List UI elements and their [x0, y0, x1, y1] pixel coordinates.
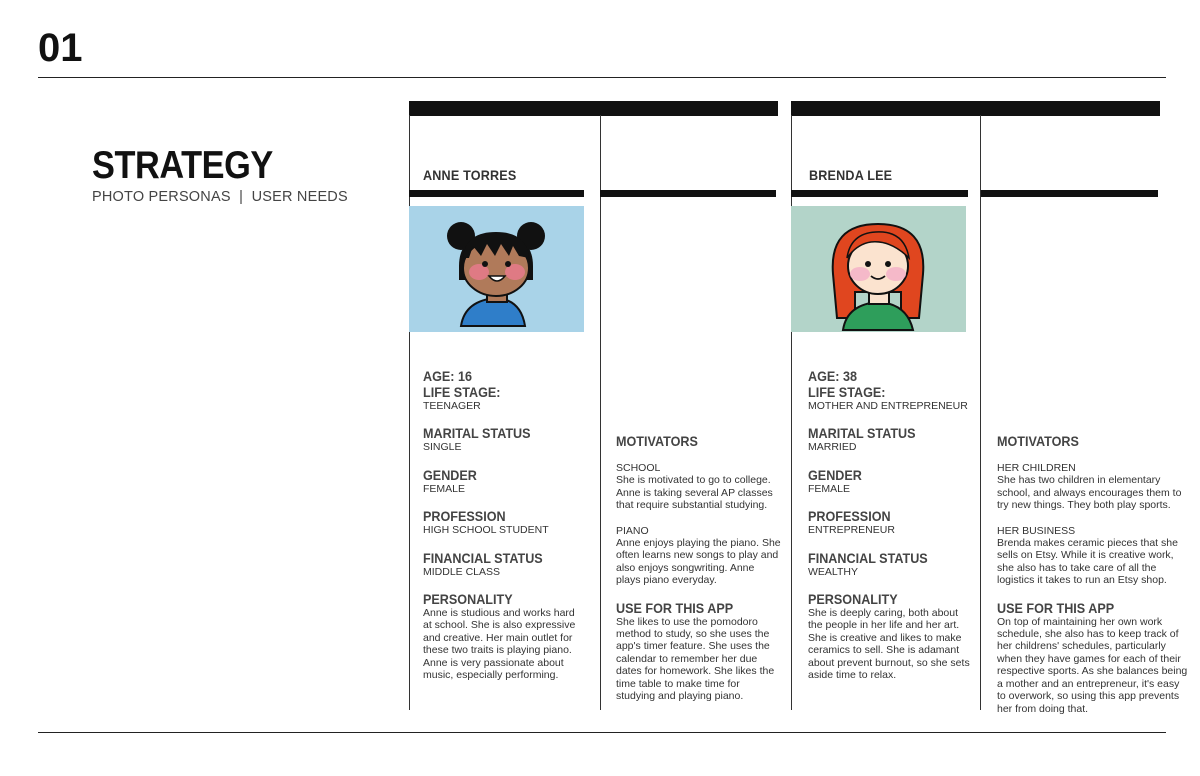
marital-status-value: SINGLE	[423, 441, 462, 454]
motivator-title: HER CHILDREN	[997, 462, 1076, 474]
financial-status-label: FINANCIAL STATUS	[808, 549, 928, 566]
personality-text: Anne is studious and works hard at school. She is also expressive and creative. Her main outlet for these two traits is playing piano. Anne is very passionate about music, especially performing.	[423, 607, 576, 682]
motivators-label: MOTIVATORS	[616, 433, 698, 449]
use-for-app-label: USE FOR THIS APP	[997, 599, 1115, 616]
profession-value: HIGH SCHOOL STUDENT	[423, 524, 549, 537]
persona-details	[808, 368, 978, 681]
name-underline-bar	[409, 190, 584, 197]
use-for-app-text: On top of maintaining her own work schedule, she also has to keep track of her childrens' schedules, particularly when they have games for each of their respective sports. As she balances being a mother and an entrepreneur, it's easy to overwork, so using this app prevents her from doing that.	[997, 615, 1188, 715]
marital-status-label: MARITAL STATUS	[423, 425, 531, 442]
page-subtitle: PHOTO PERSONAS | USER NEEDS	[92, 189, 348, 205]
persona-name: BRENDA LEE	[809, 167, 893, 183]
gender-label: GENDER	[423, 466, 477, 483]
marital-status-label: MARITAL STATUS	[808, 425, 916, 442]
anne-avatar-illustration	[409, 206, 584, 332]
motivator-title: SCHOOL	[616, 462, 661, 474]
persona-motivators	[997, 433, 1191, 715]
gender-label: GENDER	[808, 466, 862, 483]
gender-value: FEMALE	[423, 482, 466, 495]
motivator-text: She has two children in elementary school, and always encourages them to try new things. They both play sports.	[997, 474, 1182, 512]
motivator-text: She is motivated to go to college. Anne is taking several AP classes that require substantial studying.	[616, 474, 773, 512]
persona-motivators	[616, 433, 781, 703]
name-underline-bar	[791, 190, 968, 197]
persona-avatar	[409, 206, 584, 332]
life-stage-value: MOTHER AND ENTREPRENEUR	[808, 400, 968, 412]
page-title: STRATEGY	[92, 144, 273, 187]
profession-label: PROFESSION	[808, 508, 891, 525]
life-stage-label: LIFE STAGE:	[423, 384, 501, 400]
motivator-text: Brenda makes ceramic pieces that she sells on Etsy. While it is creative work, she also has to take care of all the logistics it takes to run an Etsy shop.	[997, 537, 1178, 587]
profession-label: PROFESSION	[423, 508, 506, 525]
marital-status-value: MARRIED	[808, 441, 857, 454]
column-divider	[980, 115, 981, 710]
motivator-text: Anne enjoys playing the piano. She often learns new songs to play and also enjoys songwriting. Anne plays piano everyday.	[616, 537, 781, 587]
use-for-app-text: She likes to use the pomodoro method to study, so she uses the app's timer feature. She uses the calendar to remember her due dates for homework. She likes the time table to make time for studying and playing piano.	[616, 615, 775, 703]
motivators-header-bar	[981, 190, 1158, 197]
persona-details	[423, 368, 595, 681]
life-stage-value: TEENAGER	[423, 400, 481, 412]
life-stage-label: LIFE STAGE:	[808, 384, 886, 400]
column-divider	[409, 115, 410, 710]
motivator-title: PIANO	[616, 524, 649, 537]
bottom-rule	[38, 732, 1166, 733]
persona-top-bar	[409, 101, 778, 116]
profession-value: ENTREPRENEUR	[808, 524, 895, 537]
column-divider	[791, 115, 792, 710]
top-rule	[38, 77, 1166, 78]
column-divider	[600, 115, 601, 710]
financial-status-value: MIDDLE CLASS	[423, 565, 501, 578]
personality-label: PERSONALITY	[423, 591, 513, 608]
motivators-label: MOTIVATORS	[997, 433, 1079, 449]
brenda-avatar-illustration	[791, 206, 966, 332]
page-number: 01	[38, 26, 83, 70]
persona-top-bar	[791, 101, 1160, 116]
persona-avatar	[791, 206, 966, 332]
motivators-header-bar	[600, 190, 776, 197]
financial-status-value: WEALTHY	[808, 565, 858, 578]
age-label: AGE: 16	[423, 368, 473, 384]
personality-label: PERSONALITY	[808, 591, 898, 608]
use-for-app-label: USE FOR THIS APP	[616, 599, 734, 616]
gender-value: FEMALE	[808, 482, 851, 495]
persona-name: ANNE TORRES	[423, 167, 517, 183]
motivator-title: HER BUSINESS	[997, 524, 1076, 537]
personality-text: She is deeply caring, both about the people in her life and her art. She is creative and likes to make ceramics to sell. She is adamant about prevent burnout, so she sets aside time to relax.	[808, 607, 970, 682]
financial-status-label: FINANCIAL STATUS	[423, 549, 543, 566]
age-label: AGE: 38	[808, 368, 858, 384]
